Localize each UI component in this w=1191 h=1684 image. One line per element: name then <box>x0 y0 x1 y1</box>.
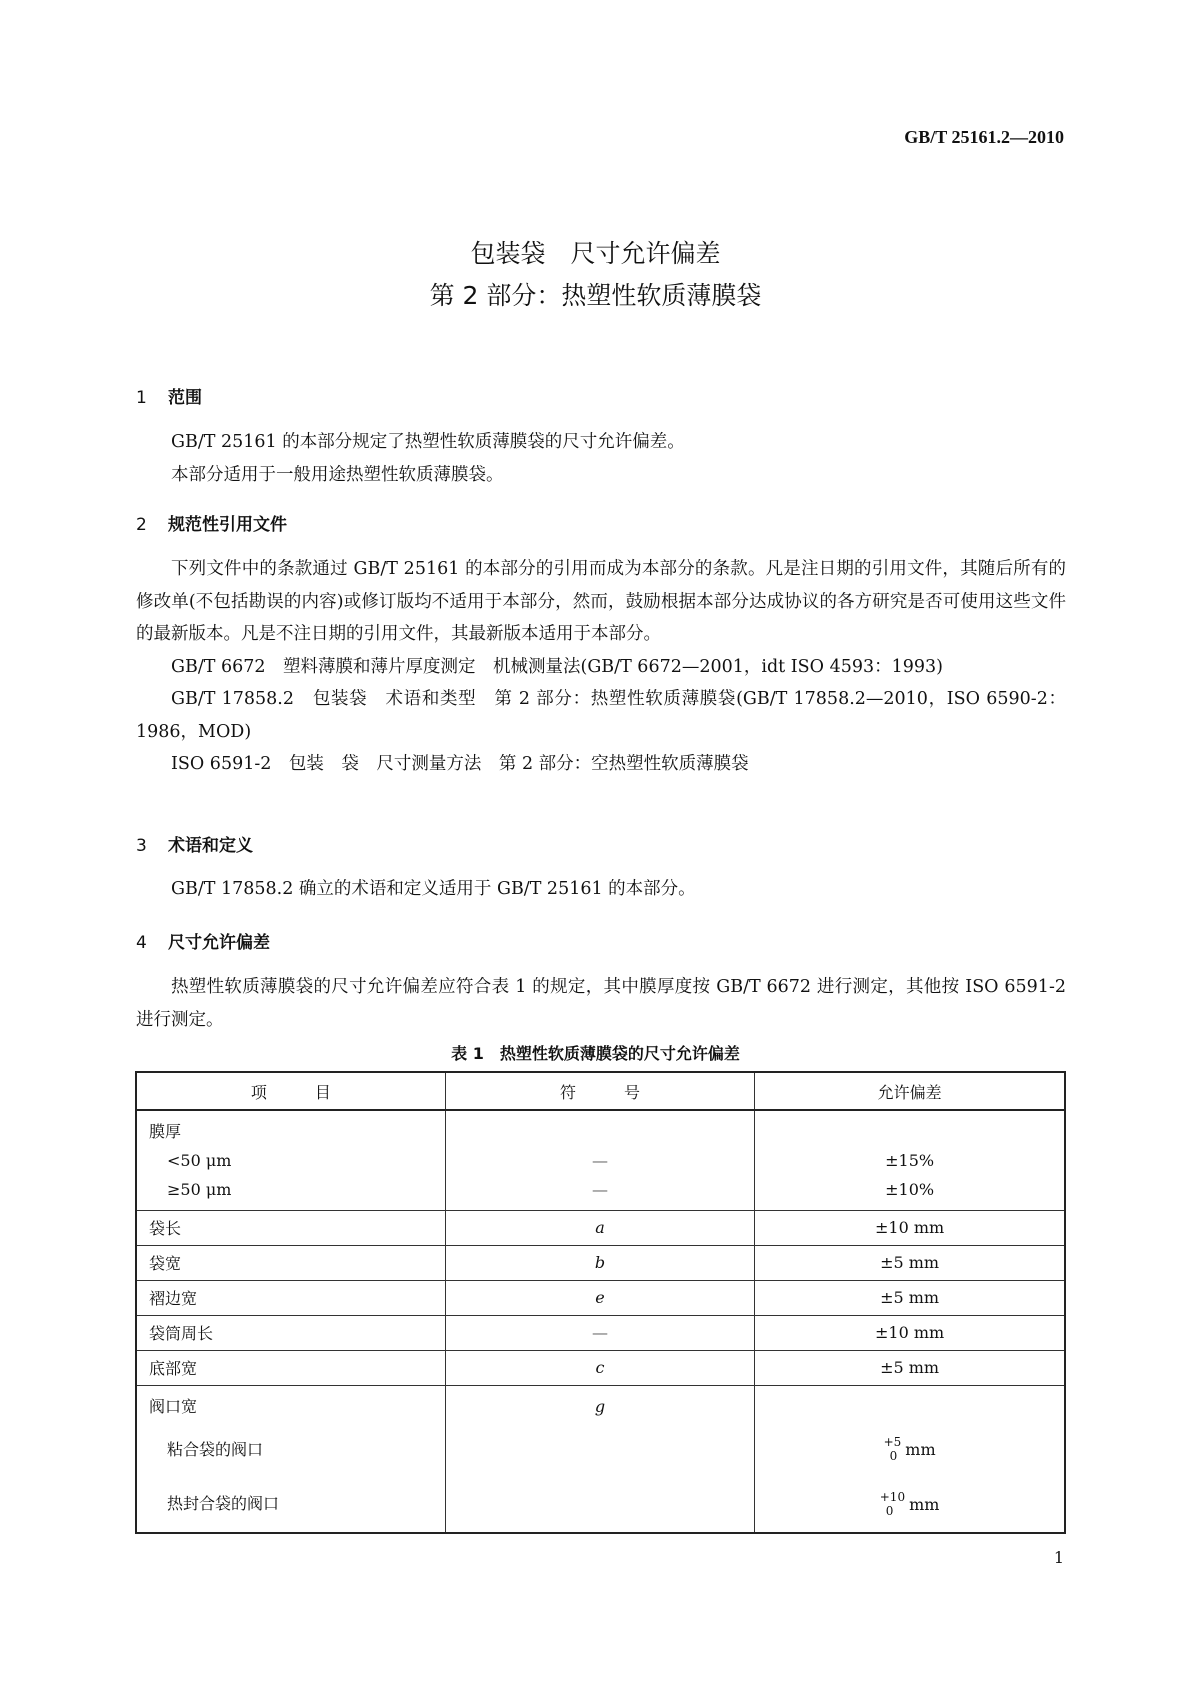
tolerance-cell: ±5 mm <box>755 1280 1065 1315</box>
table-row <box>136 1280 1065 1315</box>
symbol-cell: b <box>445 1245 754 1280</box>
tolerance-cell: ±10 mm <box>755 1210 1065 1245</box>
tolerance-cell <box>755 1385 1065 1533</box>
table-row <box>136 1245 1065 1280</box>
section-1-heading <box>136 383 202 408</box>
tolerance: ±10% <box>885 1179 935 1199</box>
lower-limit: 0 <box>889 1449 898 1463</box>
table-row <box>136 1110 1065 1210</box>
upper-limit: +10 <box>879 1490 906 1504</box>
table-header-row <box>136 1072 1065 1110</box>
tolerance-cell: ±5 mm <box>755 1350 1065 1385</box>
paragraph: GB/T 17858.2 确立的术语和定义适用于 GB/T 25161 的本部分。 <box>171 879 696 899</box>
upper-limit: +5 <box>883 1435 902 1449</box>
unit: mm <box>909 1494 940 1514</box>
symbol: — <box>592 1179 609 1199</box>
tolerance <box>767 1477 1052 1532</box>
column-header: 符 号 <box>445 1072 754 1110</box>
item-cell <box>136 1110 445 1210</box>
item-sub-label: 热封合袋的阀口 <box>167 1493 280 1513</box>
section-number: 3 <box>136 836 147 856</box>
reference-item: GB/T 17858.2 包装袋 术语和类型 第 2 部分：热塑性软质薄膜袋(GB/T 17858.2—2010，ISO 6590-2：1986，MOD) <box>136 689 1066 742</box>
section-4-body <box>136 971 1066 1036</box>
section-number: 4 <box>136 933 147 953</box>
table-caption: 表 1 热塑性软质薄膜袋的尺寸允许偏差 <box>451 1044 740 1063</box>
symbol-cell <box>445 1110 754 1210</box>
tolerance-table <box>135 1071 1066 1534</box>
symbol-cell: a <box>445 1210 754 1245</box>
item-cell: 褶边宽 <box>136 1280 445 1315</box>
symbol-cell: — <box>445 1315 754 1350</box>
item-sub-label: 粘合袋的阀口 <box>167 1439 264 1459</box>
item-sub-label: <50 μm <box>167 1150 232 1170</box>
section-title: 范围 <box>168 388 202 408</box>
symbol-cell: g <box>445 1385 754 1533</box>
section-1-body <box>136 426 1066 491</box>
reference-item: GB/T 6672 塑料薄膜和薄片厚度测定 机械测量法(GB/T 6672—2001，idt ISO 4593：1993) <box>171 656 943 677</box>
tolerance-limits <box>880 1490 905 1518</box>
lower-limit: 0 <box>885 1504 894 1518</box>
symbol: — <box>592 1150 609 1170</box>
tolerance-cell: ±5 mm <box>755 1245 1065 1280</box>
title-line-1: 包装袋 尺寸允许偏差 <box>470 239 721 268</box>
item-sub-label: ≥50 μm <box>167 1179 232 1199</box>
item-cell: 袋筒周长 <box>136 1315 445 1350</box>
item-cell: 袋长 <box>136 1210 445 1245</box>
column-header: 允许偏差 <box>755 1072 1065 1110</box>
section-3-body <box>136 873 1066 906</box>
reference-item: ISO 6591-2 包装 袋 尺寸测量方法 第 2 部分：空热塑性软质薄膜袋 <box>171 754 749 774</box>
item-label: 膜厚 <box>149 1121 182 1141</box>
column-header: 项 目 <box>136 1072 445 1110</box>
item-cell <box>136 1385 445 1533</box>
title-line-2: 第 2 部分：热塑性软质薄膜袋 <box>429 281 762 310</box>
section-title: 尺寸允许偏差 <box>168 933 270 953</box>
item-cell: 底部宽 <box>136 1350 445 1385</box>
section-2-heading <box>136 510 287 535</box>
section-3-heading <box>136 831 253 856</box>
tolerance: ±15% <box>885 1150 935 1170</box>
section-2-body <box>136 553 1066 781</box>
unit: mm <box>905 1439 936 1459</box>
tolerance <box>767 1422 1052 1477</box>
symbol-cell: c <box>445 1350 754 1385</box>
section-number: 2 <box>136 515 147 535</box>
section-number: 1 <box>136 388 147 408</box>
standard-number: GB/T 25161.2—2010 <box>904 127 1064 147</box>
item-label: 阀口宽 <box>149 1396 198 1416</box>
table-row <box>136 1385 1065 1533</box>
paragraph: GB/T 25161 的本部分规定了热塑性软质薄膜袋的尺寸允许偏差。 <box>171 432 685 452</box>
tolerance-cell: ±10 mm <box>755 1315 1065 1350</box>
item-cell: 袋宽 <box>136 1245 445 1280</box>
table-row <box>136 1350 1065 1385</box>
tolerance-cell <box>755 1110 1065 1210</box>
section-title: 术语和定义 <box>168 836 253 856</box>
paragraph: 下列文件中的条款通过 GB/T 25161 的本部分的引用而成为本部分的条款。凡是注日期的引用文件，其随后所有的修改单(不包括勘误的内容)或修订版均不适用于本部分，然而，鼓励根据本部分达成协议的各方研究是否可使用这些文件的最新版本。凡是不注日期的引用文件，其最新版本适用于本部分。 <box>136 559 1066 644</box>
table-row <box>136 1315 1065 1350</box>
page-number: 1 <box>1053 1548 1064 1567</box>
section-title: 规范性引用文件 <box>168 515 287 535</box>
section-4-heading <box>136 928 270 953</box>
symbol-cell: e <box>445 1280 754 1315</box>
table-row <box>136 1210 1065 1245</box>
tolerance-limits <box>884 1435 902 1463</box>
paragraph: 本部分适用于一般用途热塑性软质薄膜袋。 <box>171 464 504 485</box>
paragraph: 热塑性软质薄膜袋的尺寸允许偏差应符合表 1 的规定，其中膜厚度按 GB/T 6672 进行测定，其他按 ISO 6591-2 进行测定。 <box>136 977 1066 1030</box>
